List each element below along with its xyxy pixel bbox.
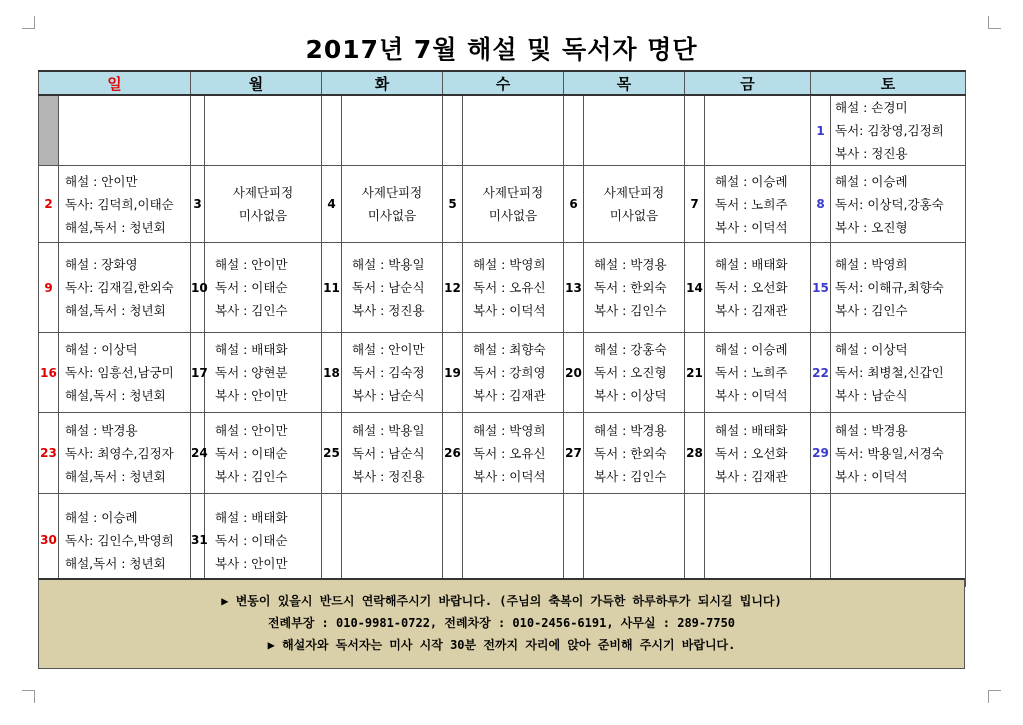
day-number <box>39 95 59 166</box>
day-line: 복사 : 정진용 <box>352 303 425 318</box>
day-number <box>191 95 205 166</box>
day-line: 독서 : 남순식 <box>352 280 425 295</box>
week-row-3 <box>39 243 966 333</box>
day-number <box>322 494 342 587</box>
day-line: 독서: 이해규,최향숙 <box>835 280 944 295</box>
day-number: 22 <box>811 333 831 413</box>
day-number: 20 <box>564 333 584 413</box>
header-wednesday: 수 <box>443 71 564 95</box>
day-line: 독서 : 노희주 <box>715 365 788 380</box>
day-number <box>564 494 584 587</box>
weekday-header-row <box>39 71 966 95</box>
day-line: 해설 : 박경용 <box>835 422 908 438</box>
day-number: 27 <box>564 413 584 494</box>
day-line: 사제단피정 <box>232 185 294 200</box>
day-line: 해설 : 안이만 <box>215 422 288 438</box>
day-number <box>443 95 463 166</box>
day-number: 9 <box>39 243 59 333</box>
day-number: 29 <box>811 413 831 494</box>
day-line: 사제단피정 <box>603 185 665 200</box>
day-line: 독서: 최병철,신갑인 <box>835 365 944 380</box>
day-line: 해설 : 장화영 <box>65 257 138 272</box>
day-line: 독서 : 한외숙 <box>594 445 667 461</box>
day-number <box>685 494 705 587</box>
header-thursday: 목 <box>564 71 685 95</box>
day-cell <box>205 413 322 494</box>
day-line: 복사 : 김인수 <box>215 303 288 318</box>
day-line: 해설 : 이상덕 <box>835 342 908 357</box>
day-line: 복사 : 김인수 <box>215 468 288 484</box>
day-line: 독사: 최영수,김정자 <box>65 445 174 461</box>
day-line: 복사 : 이덕석 <box>715 219 788 235</box>
day-number: 12 <box>443 243 463 333</box>
day-line: 독사: 김덕희,이태순 <box>65 196 174 212</box>
day-line: 복사 : 안이만 <box>215 555 288 571</box>
day-line: 해설 : 박영희 <box>835 257 908 272</box>
day-number: 25 <box>322 413 342 494</box>
day-line: 독서 : 남순식 <box>352 445 425 461</box>
day-line: 복사 : 이상덕 <box>594 388 667 403</box>
day-number: 6 <box>564 166 584 243</box>
day-line: 독서: 박용일,서경숙 <box>835 445 944 461</box>
day-line: 독서 : 강희영 <box>473 365 546 380</box>
day-line: 독서 : 김숙정 <box>352 365 425 380</box>
day-line: 미사없음 <box>238 208 288 223</box>
day-cell <box>463 166 564 243</box>
day-cell <box>59 413 191 494</box>
day-cell <box>705 166 811 243</box>
day-number: 17 <box>191 333 205 413</box>
day-cell <box>342 333 443 413</box>
day-cell <box>342 413 443 494</box>
day-number: 31 <box>191 494 205 587</box>
day-number: 3 <box>191 166 205 243</box>
day-cell-empty <box>831 494 966 587</box>
day-line: 독서 : 노희주 <box>715 196 788 212</box>
day-number: 14 <box>685 243 705 333</box>
week-row-5 <box>39 413 966 494</box>
day-number <box>685 95 705 166</box>
day-cell <box>342 243 443 333</box>
day-line: 독사: 김재길,한외숙 <box>65 280 174 295</box>
day-cell-empty <box>584 95 685 166</box>
day-cell <box>831 333 966 413</box>
day-number <box>322 95 342 166</box>
day-line: 해설 : 손경미 <box>835 100 908 115</box>
day-line: 해설 : 최향숙 <box>473 342 546 357</box>
day-number: 19 <box>443 333 463 413</box>
day-line: 해설 : 박영희 <box>473 422 546 438</box>
day-number: 11 <box>322 243 342 333</box>
day-line: 사제단피정 <box>361 185 423 200</box>
day-line: 독서 : 오선화 <box>715 445 788 461</box>
day-number <box>811 494 831 587</box>
day-cell <box>831 413 966 494</box>
day-line: 해설 : 박경용 <box>594 422 667 438</box>
week-row-1 <box>39 95 966 166</box>
day-number <box>564 95 584 166</box>
day-line: 독서: 이상덕,강홍숙 <box>835 196 944 212</box>
day-line: 해설,독서 : 청년회 <box>65 468 166 484</box>
day-line: 해설 : 박영희 <box>473 257 546 272</box>
page-title: 2017년 7월 해설 및 독서자 명단 <box>305 35 698 64</box>
day-number: 26 <box>443 413 463 494</box>
day-line: 해설 : 이승례 <box>835 173 908 189</box>
day-line: 독사: 김인수,박영희 <box>65 532 174 548</box>
day-cell <box>584 413 685 494</box>
day-line: 해설 : 배태화 <box>215 342 288 357</box>
day-cell <box>205 166 322 243</box>
day-line: 복사 : 정진용 <box>352 468 425 484</box>
day-line: 복사 : 이덕석 <box>473 468 546 484</box>
day-number: 15 <box>811 243 831 333</box>
day-line: 복사 : 정진용 <box>835 146 908 161</box>
day-cell-empty <box>342 494 443 587</box>
notice-line: ▶ 변동이 있을시 반드시 연락해주시기 바랍니다. (주님의 축복이 가득한 하루하루가 되시길 빕니다) <box>221 594 782 608</box>
day-line: 해설 : 안이만 <box>215 257 288 272</box>
day-line: 해설 : 박용일 <box>352 422 425 438</box>
day-line: 해설 : 배태화 <box>715 422 788 438</box>
day-number: 1 <box>811 95 831 166</box>
day-line: 해설,독서 : 청년회 <box>65 555 166 571</box>
day-line: 해설,독서 : 청년회 <box>65 388 166 403</box>
day-line: 해설 : 안이만 <box>65 173 138 189</box>
notice-box <box>38 578 965 669</box>
day-cell <box>705 413 811 494</box>
week-row-6 <box>39 494 966 587</box>
day-line: 복사 : 이덕석 <box>835 468 908 484</box>
day-number: 2 <box>39 166 59 243</box>
calendar-table <box>38 70 966 587</box>
week-row-2 <box>39 166 966 243</box>
day-line: 독서 : 이태순 <box>215 445 288 461</box>
day-number: 21 <box>685 333 705 413</box>
header-friday: 금 <box>685 71 811 95</box>
day-line: 해설 : 박경용 <box>594 257 667 272</box>
day-cell <box>584 166 685 243</box>
day-line: 해설,독서 : 청년회 <box>65 303 166 318</box>
day-line: 복사 : 오진형 <box>835 219 908 235</box>
day-line: 복사 : 김재관 <box>715 303 788 318</box>
day-line: 해설 : 이승례 <box>715 342 788 357</box>
day-line: 복사 : 남순식 <box>352 388 425 403</box>
day-number: 5 <box>443 166 463 243</box>
day-line: 해설 : 안이만 <box>352 342 425 357</box>
day-cell-empty <box>705 95 811 166</box>
day-number: 4 <box>322 166 342 243</box>
day-line: 복사 : 이덕석 <box>473 303 546 318</box>
day-number: 10 <box>191 243 205 333</box>
day-line: 해설 : 이승례 <box>65 509 138 525</box>
day-line: 해설 : 박경용 <box>65 422 138 438</box>
day-line: 해설 : 강홍숙 <box>594 342 667 357</box>
day-line: 해설 : 이승례 <box>715 173 788 189</box>
day-number: 18 <box>322 333 342 413</box>
day-cell <box>831 243 966 333</box>
header-saturday: 토 <box>811 71 966 95</box>
day-line: 독서: 김창영,김정희 <box>835 123 944 138</box>
day-cell <box>205 494 322 587</box>
day-line: 미사없음 <box>367 208 417 223</box>
day-cell <box>463 243 564 333</box>
day-line: 복사 : 남순식 <box>835 388 908 403</box>
header-tuesday: 화 <box>322 71 443 95</box>
day-line: 독서 : 오선화 <box>715 280 788 295</box>
day-cell <box>205 333 322 413</box>
day-cell-empty <box>205 95 322 166</box>
day-line: 독서 : 이태순 <box>215 280 288 295</box>
notice-line: ▶ 해설자와 독서자는 미사 시작 30분 전까지 자리에 앉아 준비해 주시기 바랍니다. <box>267 638 736 652</box>
day-line: 해설 : 배태화 <box>215 509 288 525</box>
day-cell <box>584 333 685 413</box>
day-line: 독서 : 이태순 <box>215 532 288 548</box>
day-number: 30 <box>39 494 59 587</box>
day-cell <box>59 243 191 333</box>
day-line: 복사 : 김인수 <box>594 468 667 484</box>
day-line: 해설 : 배태화 <box>715 257 788 272</box>
day-line: 복사 : 김인수 <box>594 303 667 318</box>
day-line: 해설,독서 : 청년회 <box>65 219 166 235</box>
day-cell-empty <box>463 494 564 587</box>
day-line: 사제단피정 <box>482 185 544 200</box>
day-cell-empty <box>584 494 685 587</box>
day-cell <box>831 95 966 166</box>
day-line: 해설 : 이상덕 <box>65 342 138 357</box>
day-line: 미사없음 <box>609 208 659 223</box>
day-cell <box>463 413 564 494</box>
day-cell <box>831 166 966 243</box>
day-cell-empty <box>59 95 191 166</box>
day-line: 독서 : 오유신 <box>473 445 546 461</box>
day-number: 8 <box>811 166 831 243</box>
header-sunday: 일 <box>39 71 191 95</box>
day-number: 7 <box>685 166 705 243</box>
day-line: 미사없음 <box>488 208 538 223</box>
day-cell <box>59 333 191 413</box>
day-cell-empty <box>342 95 443 166</box>
day-number: 16 <box>39 333 59 413</box>
day-number: 13 <box>564 243 584 333</box>
day-cell <box>59 166 191 243</box>
day-cell <box>205 243 322 333</box>
day-line: 복사 : 김인수 <box>835 303 908 318</box>
day-cell-empty <box>463 95 564 166</box>
day-number: 23 <box>39 413 59 494</box>
week-row-4 <box>39 333 966 413</box>
day-line: 복사 : 안이만 <box>215 388 288 403</box>
day-cell <box>584 243 685 333</box>
day-cell <box>59 494 191 587</box>
day-line: 복사 : 김재관 <box>473 388 546 403</box>
day-cell <box>342 166 443 243</box>
day-cell-empty <box>705 494 811 587</box>
day-number <box>443 494 463 587</box>
day-line: 복사 : 이덕석 <box>715 388 788 403</box>
day-line: 독서 : 오진형 <box>594 365 667 380</box>
day-line: 독서 : 오유신 <box>473 280 546 295</box>
header-monday: 월 <box>191 71 322 95</box>
contact-line: 전례부장 : 010-9981-0722, 전례차장 : 010-2456-6191, 사무실 : 289-7750 <box>267 616 736 630</box>
day-line: 복사 : 김재관 <box>715 468 788 484</box>
day-line: 독서 : 한외숙 <box>594 280 667 295</box>
day-cell <box>705 333 811 413</box>
day-cell <box>463 333 564 413</box>
day-line: 해설 : 박용일 <box>352 257 425 272</box>
day-line: 독서 : 양현분 <box>215 365 288 380</box>
day-cell <box>705 243 811 333</box>
day-number: 24 <box>191 413 205 494</box>
day-line: 독사: 임흥선,남궁미 <box>65 365 174 380</box>
day-number: 28 <box>685 413 705 494</box>
